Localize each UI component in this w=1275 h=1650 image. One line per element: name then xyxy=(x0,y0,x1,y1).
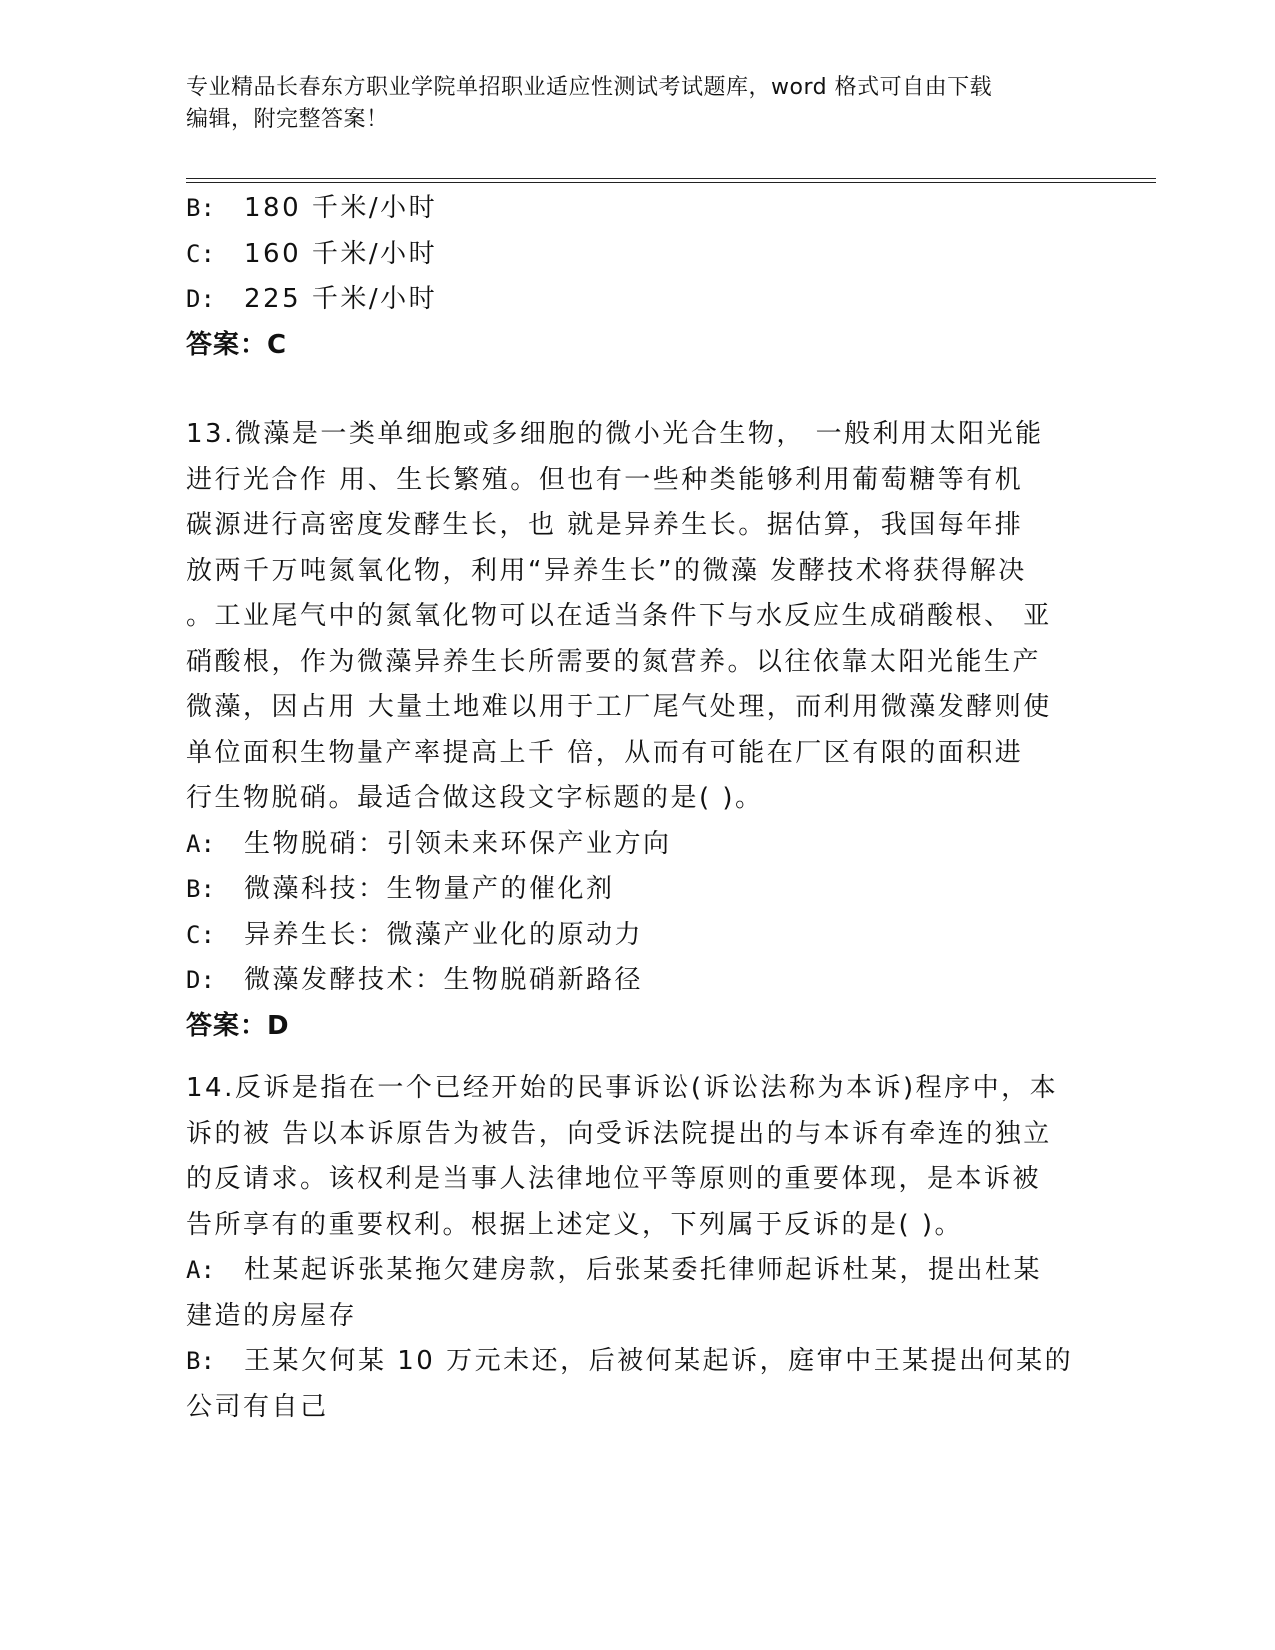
option-key: C: xyxy=(186,920,215,949)
header-rule-top xyxy=(186,178,1156,179)
question-text-line: 微藻，因占用 大量土地难以用于工厂尾气处理，而利用微藻发酵则使 xyxy=(186,692,1052,722)
option-key: D: xyxy=(186,966,215,994)
option-a xyxy=(186,1248,1073,1294)
question-text-line: 硝酸根，作为微藻异养生长所需要的氮营养。以往依靠太阳光能生产 xyxy=(186,646,1042,677)
question-13 xyxy=(186,412,1052,1049)
option-a xyxy=(186,822,1052,868)
option-text: 异养生长：微藻产业化的原动力 xyxy=(244,919,644,950)
option-key: C: xyxy=(186,239,215,268)
option-key: A: xyxy=(186,1256,215,1284)
option-text: 180 千米/小时 xyxy=(244,193,438,223)
question-text-line: 碳源进行高密度发酵生长，也 就是异养生长。据估算，我国每年排 xyxy=(186,510,1024,540)
option-text: 225 千米/小时 xyxy=(244,284,438,314)
header-line-2: 编辑，附完整答案！ xyxy=(186,107,389,132)
question-12-tail xyxy=(186,186,437,368)
option-key: D: xyxy=(186,285,215,313)
question-text-line: 13.微藻是一类单细胞或多细胞的微小光合生物， 一般利用太阳光能 xyxy=(186,419,1044,449)
header-rule-bottom xyxy=(186,182,1156,183)
question-text-line: 。工业尾气中的氮氧化物可以在适当条件下与水反应生成硝酸根、 亚 xyxy=(186,601,1052,631)
question-14 xyxy=(186,1066,1073,1430)
option-key: B: xyxy=(186,194,215,222)
question-text-line: 行生物脱硝。最适合做这段文字标题的是( )。 xyxy=(186,783,764,813)
answer-label: 答案：C xyxy=(186,329,288,360)
option-text: 生物脱硝：引领未来环保产业方向 xyxy=(244,828,672,859)
option-text: 微藻科技：生物量产的催化剂 xyxy=(244,874,615,904)
option-continuation: 建造的房屋存 xyxy=(186,1300,358,1331)
option-text: 王某欠何某 10 万元未还，后被何某起诉，庭审中王某提出何某的 xyxy=(244,1346,1074,1376)
option-continuation: 公司有自己 xyxy=(186,1391,329,1422)
option-b xyxy=(186,867,1052,913)
option-text: 杜某起诉张某拖欠建房款，后张某委托律师起诉杜某，提出杜某 xyxy=(244,1255,1043,1285)
option-b xyxy=(186,1339,1073,1385)
option-text: 微藻发酵技术：生物脱硝新路径 xyxy=(244,965,644,995)
header-line-1: 专业精品长春东方职业学院单招职业适应性测试考试题库，word 格式可自由下载 xyxy=(186,75,993,100)
option-c xyxy=(186,913,1052,959)
question-text-line: 14.反诉是指在一个已经开始的民事诉讼(诉讼法称为本诉)程序中，本 xyxy=(186,1073,1059,1103)
question-text-line: 诉的被 告以本诉原告为被告，向受诉法院提出的与本诉有牵连的独立 xyxy=(186,1118,1052,1149)
option-d xyxy=(186,958,1052,1004)
question-text-line: 单位面积生物量产率提高上千 倍，从而有可能在厂区有限的面积进 xyxy=(186,737,1024,768)
option-text: 160 千米/小时 xyxy=(244,238,438,269)
question-text-line: 的反请求。该权利是当事人法律地位平等原则的重要体现，是本诉被 xyxy=(186,1164,1042,1194)
option-c xyxy=(186,232,437,278)
option-key: B: xyxy=(186,1347,215,1375)
option-b xyxy=(186,186,437,232)
question-text-line: 放两千万吨氮氧化物，利用“异养生长”的微藻 发酵技术将获得解决 xyxy=(186,555,1027,586)
option-d xyxy=(186,277,437,323)
option-key: A: xyxy=(186,829,215,858)
question-text-line: 告所享有的重要权利。根据上述定义，下列属于反诉的是( )。 xyxy=(186,1209,964,1240)
option-key: B: xyxy=(186,875,215,903)
answer-label: 答案：D xyxy=(186,1010,290,1041)
document-header xyxy=(186,72,1066,136)
question-text-line: 进行光合作 用、生长繁殖。但也有一些种类能够利用葡萄糖等有机 xyxy=(186,464,1024,495)
